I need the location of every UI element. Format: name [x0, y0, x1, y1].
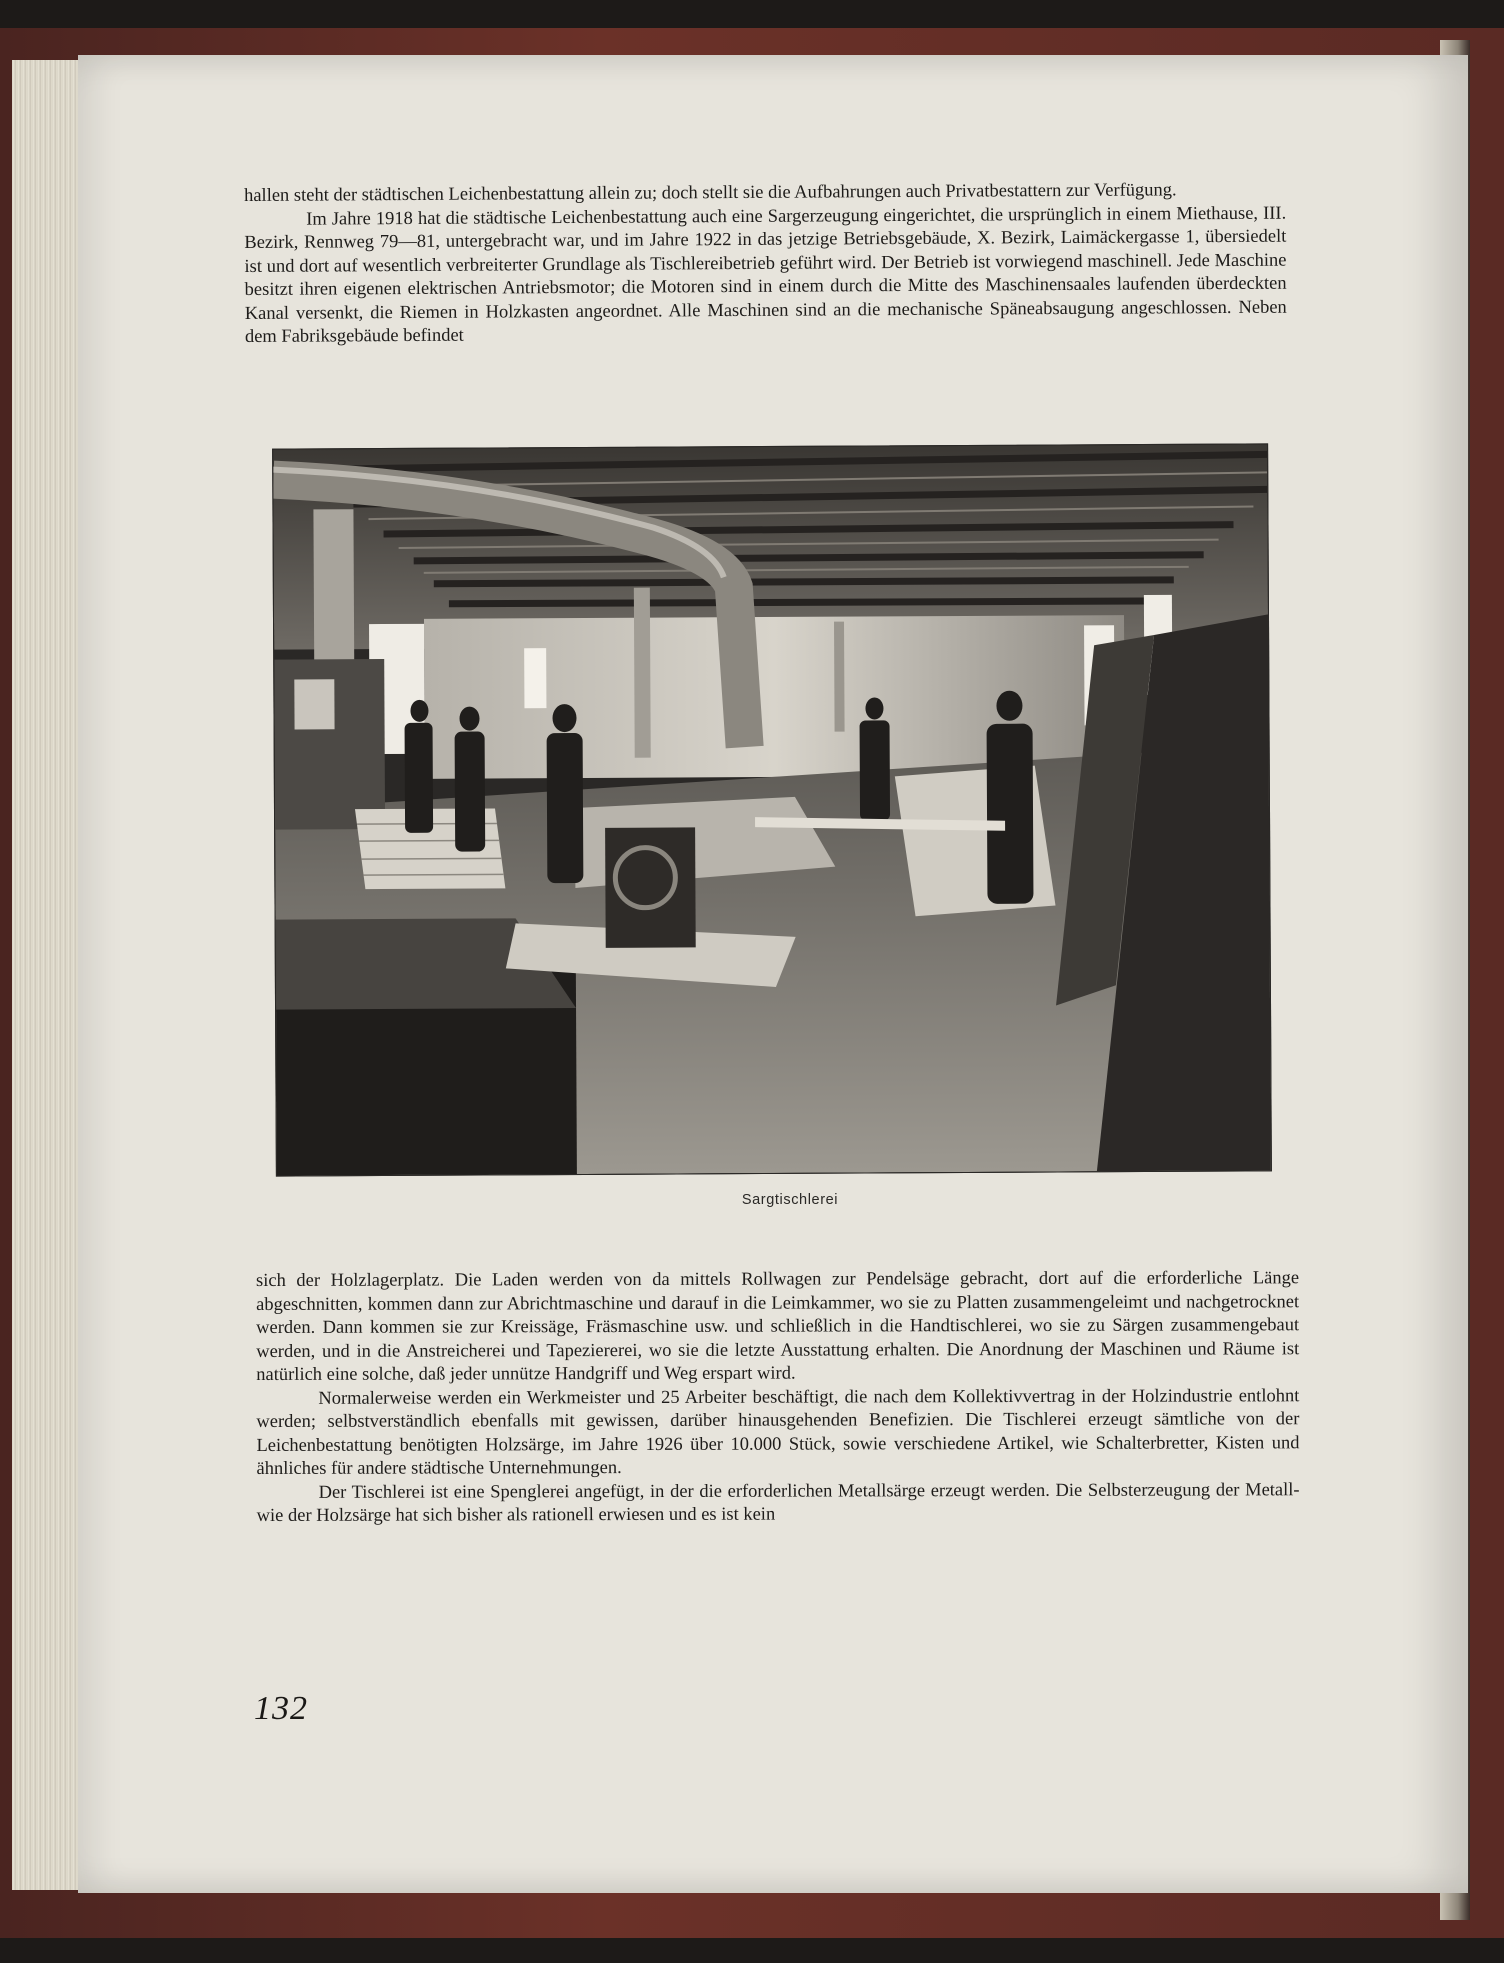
- photo-caption: Sargtischlerei: [741, 1192, 839, 1208]
- paragraph: hallen steht der städtischen Leichenbestattung allein zu; doch stellt sie die Aufbahrungen auch Privatbestattern zur Verfügung.: [244, 180, 1177, 206]
- sargtischlerei-photograph: [273, 444, 1271, 1175]
- paragraph: sich der Holzlagerplatz. Die Laden werden von da mittels Rollwagen zur Pendelsäge gebracht, dort auf die erforderliche Länge abgeschnitten, kommen dann zur Abrichtmaschine und darauf in die Leimkammer, wo sie zu Platten zusammengeleimt und nachgetrocknet werden. Dann kommen sie zur Kreissäge, Fräsmaschine usw. und schließlich in die Handtischlerei, wo sie zu Särgen zusammengebaut werden, und in die Anstreicherei und Tapeziererei, wo sie die letzte Ausstattung erhalten. Die Anordnung der Maschinen und Räume ist natürlich eine solche, daß jeder unnütze Handgriff und Weg erspart wird.: [256, 1268, 1300, 1385]
- workshop-photo: [272, 443, 1272, 1176]
- body-text-top: [244, 179, 1287, 350]
- page-edges: [12, 60, 82, 1890]
- paragraph: Im Jahre 1918 hat die städtische Leichenbestattung auch eine Sargerzeugung eingerichtet, die ursprünglich in einem Miethause, III. Bezirk, Rennweg 79—81, untergebracht war, und im Jahre 1922 in das jetzige Betriebsgebäude, X. Bezirk, Laimäckergasse 1, übersiedelt ist und dort auf wesentlich verbreiterter Grundlage als Tischlereibetrieb geführt wird. Der Betrieb ist vorwiegend maschinell. Jede Maschine besitzt ihren eigenen elektrischen Antriebsmotor; die Motoren sind in einem durch die Mitte des Maschinensaales laufenden überdeckten Kanal versenkt, die Riemen in Holzkasten angeordnet. Alle Maschinen sind an die mechanische Späneabsaugung angeschlossen. Neben dem Fabriksgebäude befindet: [244, 203, 1287, 347]
- body-text-bottom: [256, 1267, 1300, 1528]
- paragraph: Normalerweise werden ein Werkmeister und 25 Arbeiter beschäftigt, die nach dem Kollektivvertrag in der Holzindustrie entlohnt werden; selbstverständlich ebenfalls mit gewissen, darüber hinausgehenden Benefizien. Die Tischlerei erzeugt sämtliche von der Leichenbestattung benötigten Holzsärge, im Jahre 1926 über 10.000 Stück, sowie verschiedene Artikel, wie Schalterbretter, Kisten und ähnliches für andere städtische Unternehmungen.: [256, 1385, 1300, 1479]
- page-number: 132: [254, 1690, 308, 1727]
- paragraph: Der Tischlerei ist eine Spenglerei angefügt, in der die erforderlichen Metallsärge erzeugt werden. Die Selbsterzeugung der Metall- wie der Holzsärge hat sich bisher als rationell erwiesen und es ist kein: [256, 1479, 1300, 1526]
